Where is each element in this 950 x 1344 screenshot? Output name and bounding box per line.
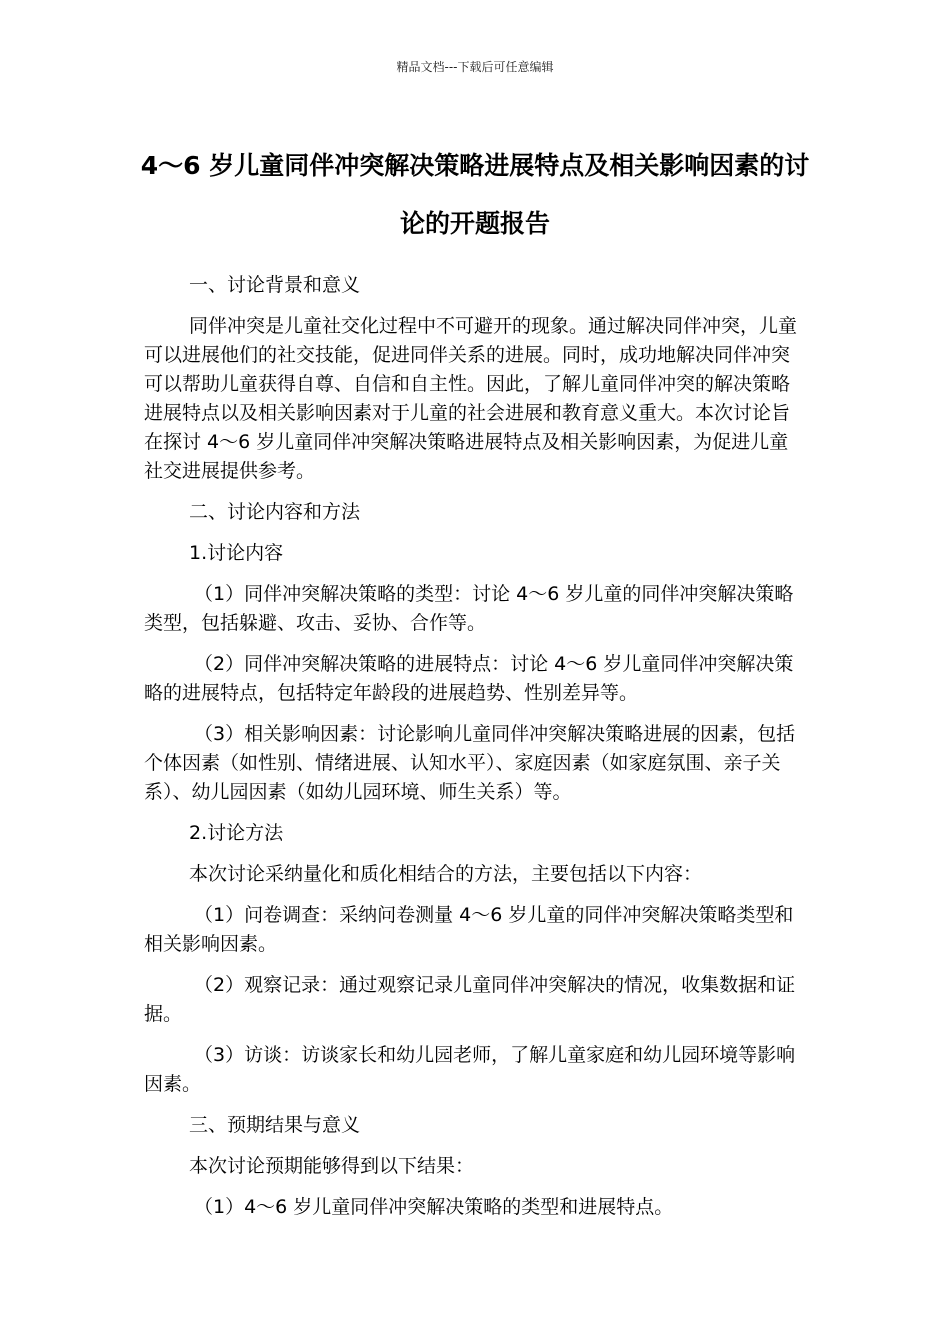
document-body <box>144 271 806 1234</box>
method-item-interview: （3）访谈：访谈家长和幼儿园老师，了解儿童家庭和幼儿园环境等影响因素。 <box>144 1044 796 1095</box>
result-item-1: （1）4～6 岁儿童同伴冲突解决策略的类型和进展特点。 <box>194 1196 674 1218</box>
section-heading-background: 一、讨论背景和意义 <box>189 274 361 296</box>
results-intro: 本次讨论预期能够得到以下结果： <box>189 1155 475 1177</box>
methods-intro: 本次讨论采纳量化和质化相结合的方法，主要包括以下内容： <box>189 863 703 885</box>
subheading-content: 1.讨论内容 <box>189 542 284 564</box>
content-item-types: （1）同伴冲突解决策略的类型：讨论 4～6 岁儿童的同伴冲突解决策略类型，包括躲避、攻击、妥协、合作等。 <box>144 583 794 634</box>
subheading-methods: 2.讨论方法 <box>189 822 284 844</box>
section-heading-expected-results: 三、预期结果与意义 <box>189 1114 361 1136</box>
document-title: 4～6 岁儿童同伴冲突解决策略进展特点及相关影响因素的讨论的开题报告 <box>140 151 810 238</box>
header-note: 精品文档---下载后可任意编辑 <box>396 60 554 74</box>
background-paragraph: 同伴冲突是儿童社交化过程中不可避开的现象。通过解决同伴冲突，儿童可以进展他们的社交技能，促进同伴关系的进展。同时，成功地解决同伴冲突可以帮助儿童获得自尊、自信和自主性。因此，了解儿童同伴冲突的解决策略进展特点以及相关影响因素对于儿童的社会进展和教育意义重大。本次讨论旨在探讨 4～6 岁儿童同伴冲突解决策略进展特点及相关影响因素，为促进儿童社交进展提供参考。 <box>144 315 798 482</box>
method-item-observation: （2）观察记录：通过观察记录儿童同伴冲突解决的情况，收集数据和证据。 <box>144 974 796 1025</box>
method-item-questionnaire: （1）问卷调查：采纳问卷测量 4～6 岁儿童的同伴冲突解决策略类型和相关影响因素。 <box>144 904 794 955</box>
content-item-factors: （3）相关影响因素：讨论影响儿童同伴冲突解决策略进展的因素，包括个体因素（如性别、情绪进展、认知水平）、家庭因素（如家庭氛围、亲子关系）、幼儿园因素（如幼儿园环境、师生关系）等。 <box>144 723 796 803</box>
content-item-features: （2）同伴冲突解决策略的进展特点：讨论 4～6 岁儿童同伴冲突解决策略的进展特点，包括特定年龄段的进展趋势、性别差异等。 <box>144 653 794 704</box>
section-heading-content-methods: 二、讨论内容和方法 <box>189 501 361 523</box>
